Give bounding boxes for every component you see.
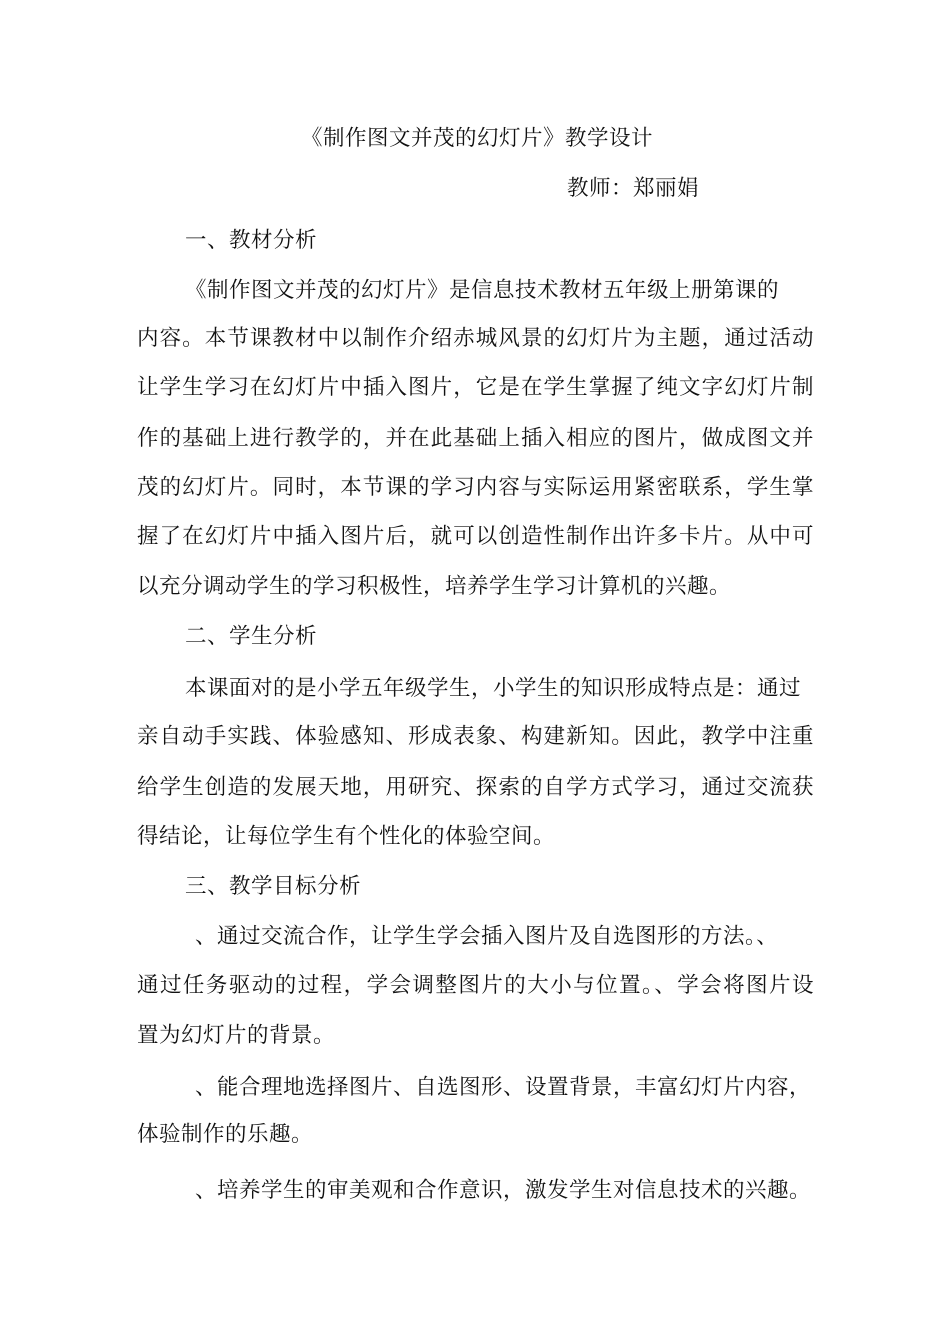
- paragraph-line: 、能合理地选择图片、自选图形、设置背景，丰富幻灯片内容，: [195, 1075, 812, 1100]
- paragraph-line: 让学生学习在幻灯片中插入图片，它是在学生掌握了纯文字幻灯片制: [137, 375, 814, 400]
- paragraph-line: 茂的幻灯片。同时，本节课的学习内容与实际运用紧密联系，学生掌: [137, 475, 814, 500]
- paragraph-line: 亲自动手实践、体验感知、形成表象、构建新知。因此，教学中注重: [137, 724, 814, 749]
- section-heading: 二、学生分析: [185, 624, 318, 649]
- paragraph-line: 握了在幻灯片中插入图片后，就可以创造性制作出许多卡片。从中可: [137, 524, 814, 549]
- section-heading: 一、教材分析: [185, 228, 318, 253]
- paragraph-line: 体验制作的乐趣。: [137, 1122, 314, 1147]
- paragraph-line: 、培养学生的审美观和合作意识，激发学生对信息技术的兴趣。: [195, 1178, 812, 1203]
- paragraph-line: 得结论，让每位学生有个性化的体验空间。: [137, 824, 556, 849]
- paragraph-line: 以充分调动学生的学习积极性，培养学生学习计算机的兴趣。: [137, 574, 732, 599]
- paragraph-line: 内容。本节课教材中以制作介绍赤城风景的幻灯片为主题，通过活动: [137, 326, 814, 351]
- section-heading: 三、教学目标分析: [185, 874, 362, 899]
- paragraph-line: 本课面对的是小学五年级学生，小学生的知识形成特点是：通过: [185, 676, 802, 701]
- paragraph-line: 给学生创造的发展天地，用研究、探索的自学方式学习，通过交流获: [137, 775, 814, 800]
- paragraph-line: 通过任务驱动的过程，学会调整图片的大小与位置。、学会将图片设: [137, 973, 814, 998]
- paragraph-line: 《制作图文并茂的幻灯片》是信息技术教材五年级上册第课的: [185, 278, 780, 303]
- paragraph-line: 置为幻灯片的背景。: [137, 1023, 336, 1048]
- teacher-name: 教师：郑丽娟: [567, 176, 700, 201]
- paragraph-line: 作的基础上进行教学的，并在此基础上插入相应的图片，做成图文并: [137, 426, 814, 451]
- paragraph-line: 、通过交流合作，让学生学会插入图片及自选图形的方法。、: [195, 924, 779, 949]
- document-title: 《制作图文并茂的幻灯片》教学设计: [301, 126, 654, 151]
